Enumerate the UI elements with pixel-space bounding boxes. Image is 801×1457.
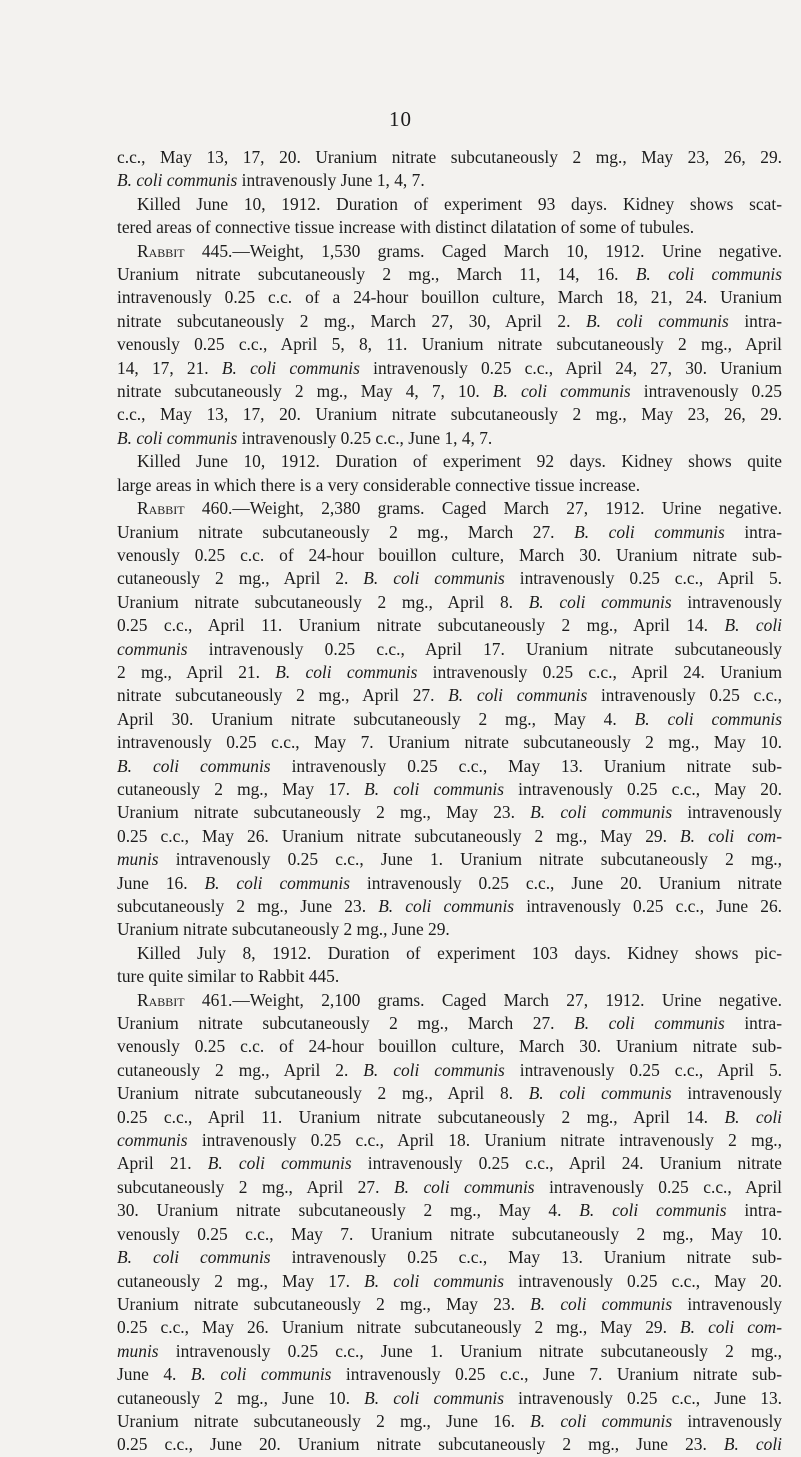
- italic-term: B. coli com-: [680, 825, 782, 846]
- text-line: [117, 146, 782, 169]
- italic-term: B. coli communis: [448, 685, 588, 706]
- page-number: 10: [389, 107, 412, 131]
- italic-term: B. coli communis: [117, 170, 238, 191]
- text-segment: 2 mg., April 21.: [117, 661, 276, 682]
- text-segment: cutaneously 2 mg., May 17.: [117, 778, 365, 799]
- text-segment: intravenously 0.25 c.c., May 13. Uranium nitrate sub-: [270, 1247, 782, 1268]
- text-segment: intravenously 0.25 c.c., June 1. Uranium nitrate subcutaneously 2 mg.,: [158, 1340, 782, 1361]
- text-segment: April 21.: [117, 1153, 208, 1174]
- text-line: [117, 778, 782, 801]
- italic-term: B. coli communis: [363, 1059, 505, 1080]
- text-line: [117, 895, 782, 918]
- italic-term: B. coli communis: [586, 310, 729, 331]
- text-segment: intravenously 0.25 c.c., April 5.: [504, 568, 782, 589]
- text-segment: nitrate subcutaneously 2 mg., April 27.: [117, 685, 449, 706]
- text-segment: Uranium nitrate subcutaneously 2 mg., May 23.: [117, 1293, 531, 1314]
- text-segment: Killed June 10, 1912. Duration of experiment 93 days. Kidney shows scat-: [137, 193, 782, 214]
- text-line: [117, 497, 782, 520]
- italic-term: B. coli communis: [117, 1247, 271, 1268]
- text-segment: 460.—Weight, 2,380 grams. Caged March 27, 1912. Urine negative.: [184, 498, 782, 519]
- text-line: [117, 216, 782, 239]
- text-segment: intravenously 0.25 c.c., April 24. Uranium: [417, 661, 782, 682]
- text-line: [117, 1059, 782, 1082]
- text-segment: Uranium nitrate subcutaneously 2 mg., April 8.: [117, 1083, 529, 1104]
- text-segment: intravenously: [671, 591, 782, 612]
- italic-term: B. coli communis: [492, 381, 631, 402]
- text-segment: intravenously 0.25 c.c., April 17. Uranium nitrate subcutaneously: [187, 638, 782, 659]
- text-segment: intra-: [728, 310, 782, 331]
- italic-term: B. coli communis: [364, 1387, 505, 1408]
- italic-term: B. coli communis: [528, 1083, 672, 1104]
- text-segment: Uranium nitrate subcutaneously 2 mg., May 23.: [117, 802, 531, 823]
- text-segment: subcutaneously 2 mg., April 27.: [117, 1176, 394, 1197]
- text-segment: intravenously: [671, 1083, 782, 1104]
- text-line: [117, 1363, 782, 1386]
- text-line: [117, 1293, 782, 1316]
- text-segment: Uranium nitrate subcutaneously 2 mg., March 27.: [117, 1013, 575, 1034]
- text-line: [117, 193, 782, 216]
- italic-term: B. coli communis: [275, 661, 418, 682]
- italic-term: B. coli communis: [530, 1410, 673, 1431]
- text-segment: cutaneously 2 mg., April 2.: [117, 568, 364, 589]
- text-segment: intravenously 0.25 c.c., June 20. Uranium nitrate: [349, 872, 783, 893]
- text-line: [117, 1223, 782, 1246]
- text-segment: intravenously 0.25 c.c. of a 24-hour bouillon culture, March 18, 21, 24. Uranium: [117, 287, 782, 308]
- text-segment: Killed July 8, 1912. Duration of experiment 103 days. Kidney shows pic-: [137, 942, 782, 963]
- text-line: [117, 427, 782, 450]
- text-segment: cutaneously 2 mg., April 2.: [117, 1059, 364, 1080]
- text-segment: cutaneously 2 mg., May 17.: [117, 1270, 365, 1291]
- italic-term: B. coli communis: [364, 778, 505, 799]
- italic-term: communis: [117, 1130, 188, 1151]
- text-line: [117, 263, 782, 286]
- text-line: [117, 1316, 782, 1339]
- text-line: [117, 872, 782, 895]
- text-segment: intravenously 0.25 c.c., April 5.: [504, 1059, 782, 1080]
- text-segment: June 16.: [117, 872, 205, 893]
- text-segment: venously 0.25 c.c., May 7. Uranium nitrate subcutaneously 2 mg., May 10.: [117, 1223, 782, 1244]
- text-segment: intravenously: [672, 802, 782, 823]
- text-line: [117, 357, 782, 380]
- text-segment: intravenously 0.25 c.c., May 20.: [504, 778, 783, 799]
- rabbit-label: Rabbit: [137, 240, 185, 261]
- text-segment: nitrate subcutaneously 2 mg., May 4, 7, 10.: [117, 381, 493, 402]
- text-line: [117, 638, 782, 661]
- text-line: [117, 1433, 782, 1456]
- text-segment: 0.25 c.c., June 20. Uranium nitrate subcutaneously 2 mg., June 23.: [117, 1434, 724, 1455]
- italic-term: communis: [117, 638, 188, 659]
- italic-term: B. coli communis: [117, 427, 238, 448]
- text-segment: subcutaneously 2 mg., June 23.: [117, 896, 379, 916]
- italic-term: B. coli communis: [378, 896, 515, 916]
- text-line: [117, 240, 782, 263]
- text-line: [117, 1387, 782, 1410]
- text-segment: 0.25 c.c., May 26. Uranium nitrate subcutaneously 2 mg., May 29.: [117, 1317, 681, 1338]
- text-line: [117, 1176, 782, 1199]
- text-segment: intravenously 0.25 c.c., April: [534, 1176, 783, 1197]
- text-line: [117, 1410, 782, 1433]
- text-line: [117, 825, 782, 848]
- text-line: [117, 1199, 782, 1222]
- italic-term: B. coli communis: [364, 1270, 505, 1291]
- italic-term: B. coli communis: [634, 708, 782, 729]
- text-segment: intravenously 0.25 c.c.,: [587, 685, 783, 706]
- text-segment: 0.25 c.c., April 11. Uranium nitrate subcutaneously 2 mg., April 14.: [117, 1106, 725, 1127]
- italic-term: B. coli communis: [530, 802, 673, 823]
- text-segment: intravenously 0.25 c.c., April 24. Uranium nitrate: [351, 1153, 782, 1174]
- text-segment: nitrate subcutaneously 2 mg., March 27, 30, April 2.: [117, 310, 587, 331]
- text-line: [117, 848, 782, 871]
- italic-term: munis: [117, 1340, 159, 1361]
- italic-term: B. coli: [724, 615, 783, 636]
- text-line: [117, 1246, 782, 1269]
- text-line: [117, 1340, 782, 1363]
- text-line: [117, 801, 782, 824]
- italic-term: B. coli communis: [635, 264, 782, 285]
- text-line: [117, 942, 782, 965]
- text-segment: venously 0.25 c.c., April 5, 8, 11. Uranium nitrate subcutaneously 2 mg., April: [117, 334, 782, 355]
- text-segment: intra-: [724, 1013, 782, 1034]
- text-segment: cutaneously 2 mg., June 10.: [117, 1387, 365, 1408]
- text-line: [117, 474, 782, 497]
- text-segment: Uranium nitrate subcutaneously 2 mg., April 8.: [117, 591, 529, 612]
- text-segment: large areas in which there is a very considerable connective tissue increase.: [117, 474, 641, 495]
- italic-term: munis: [117, 849, 159, 870]
- italic-term: B. coli com-: [680, 1317, 782, 1338]
- text-line: [117, 1012, 782, 1035]
- text-line: [117, 403, 782, 426]
- text-segment: intravenously 0.25 c.c., June 1, 4, 7.: [237, 427, 493, 448]
- text-segment: Uranium nitrate subcutaneously 2 mg., March 27.: [117, 521, 575, 542]
- text-segment: 0.25 c.c., May 26. Uranium nitrate subcutaneously 2 mg., May 29.: [117, 825, 681, 846]
- text-line: [117, 731, 782, 754]
- text-line: [117, 544, 782, 567]
- text-line: [117, 1152, 782, 1175]
- text-segment: intravenously 0.25 c.c., June 7. Uranium nitrate sub-: [331, 1364, 782, 1385]
- italic-term: B. coli communis: [574, 1013, 725, 1034]
- italic-term: B. coli communis: [204, 872, 350, 893]
- italic-term: B. coli communis: [190, 1364, 332, 1385]
- text-segment: intravenously 0.25 c.c., April 24, 27, 30. Uranium: [359, 357, 782, 378]
- text-line: [117, 1270, 782, 1293]
- text-segment: Killed June 10, 1912. Duration of experiment 92 days. Kidney shows quite: [137, 451, 782, 472]
- text-segment: intravenously 0.25 c.c., May 7. Uranium nitrate subcutaneously 2 mg., May 10.: [117, 732, 782, 753]
- italic-term: B. coli communis: [393, 1176, 535, 1197]
- text-line: [117, 450, 782, 473]
- text-line: [117, 169, 782, 192]
- rabbit-label: Rabbit: [137, 989, 185, 1010]
- text-line: [117, 1129, 782, 1152]
- italic-term: B. coli communis: [579, 1200, 727, 1221]
- text-segment: intravenously 0.25: [630, 381, 782, 402]
- text-segment: Uranium nitrate subcutaneously 2 mg., March 11, 14, 16.: [117, 264, 636, 285]
- text-segment: intravenously 0.25 c.c., May 20.: [504, 1270, 783, 1291]
- text-segment: 30. Uranium nitrate subcutaneously 2 mg., May 4.: [117, 1200, 580, 1221]
- text-line: [117, 1082, 782, 1105]
- body-text: [117, 146, 782, 1457]
- text-segment: intravenously 0.25 c.c., May 13. Uranium nitrate sub-: [270, 755, 782, 776]
- italic-term: B. coli communis: [117, 755, 271, 776]
- italic-term: B. coli: [724, 1106, 783, 1127]
- text-segment: tered areas of connective tissue increase with distinct dilatation of some of tubules.: [117, 217, 695, 238]
- text-segment: intravenously: [672, 1293, 782, 1314]
- text-segment: intravenously 0.25 c.c., June 26.: [514, 896, 782, 916]
- text-segment: intravenously June 1, 4, 7.: [237, 170, 425, 191]
- text-line: [117, 918, 782, 941]
- text-segment: intra-: [724, 521, 782, 542]
- italic-term: B. coli communis: [530, 1293, 673, 1314]
- text-line: [117, 521, 782, 544]
- text-segment: venously 0.25 c.c. of 24-hour bouillon culture, March 30. Uranium nitrate sub-: [117, 544, 782, 565]
- text-segment: 14, 17, 21.: [117, 357, 222, 378]
- text-line: [117, 965, 782, 988]
- text-segment: intravenously 0.25 c.c., April 18. Uranium nitrate intravenously 2 mg.,: [187, 1130, 782, 1151]
- text-segment: venously 0.25 c.c. of 24-hour bouillon culture, March 30. Uranium nitrate sub-: [117, 1036, 782, 1057]
- text-segment: c.c., May 13, 17, 20. Uranium nitrate subcutaneously 2 mg., May 23, 26, 29.: [117, 147, 782, 167]
- text-segment: intravenously: [672, 1410, 782, 1431]
- text-segment: c.c., May 13, 17, 20. Uranium nitrate subcutaneously 2 mg., May 23, 26, 29.: [117, 404, 782, 425]
- text-segment: intravenously 0.25 c.c., June 1. Uranium nitrate subcutaneously 2 mg.,: [158, 849, 782, 870]
- italic-term: B. coli communis: [528, 591, 672, 612]
- text-line: [117, 684, 782, 707]
- text-line: [117, 591, 782, 614]
- rabbit-label: Rabbit: [137, 498, 185, 519]
- text-line: [117, 661, 782, 684]
- text-line: [117, 567, 782, 590]
- text-segment: Uranium nitrate subcutaneously 2 mg., June 16.: [117, 1410, 531, 1431]
- text-line: [117, 755, 782, 778]
- text-line: [117, 333, 782, 356]
- text-line: [117, 310, 782, 333]
- text-segment: intravenously 0.25 c.c., June 13.: [504, 1387, 783, 1408]
- text-segment: 0.25 c.c., April 11. Uranium nitrate subcutaneously 2 mg., April 14.: [117, 615, 725, 636]
- text-line: [117, 380, 782, 403]
- italic-term: B. coli communis: [363, 568, 505, 589]
- italic-term: B. coli communis: [207, 1153, 352, 1174]
- italic-term: B. coli communis: [574, 521, 725, 542]
- italic-term: B. coli communis: [221, 357, 360, 378]
- text-segment: June 4.: [117, 1364, 191, 1385]
- text-segment: 461.—Weight, 2,100 grams. Caged March 27, 1912. Urine negative.: [184, 989, 782, 1010]
- text-segment: 445.—Weight, 1,530 grams. Caged March 10, 1912. Urine negative.: [184, 240, 782, 261]
- text-segment: Uranium nitrate subcutaneously 2 mg., June 29.: [117, 919, 450, 940]
- text-segment: ture quite similar to Rabbit 445.: [117, 966, 340, 987]
- text-line: [117, 708, 782, 731]
- italic-term: B. coli: [723, 1434, 782, 1455]
- text-line: [117, 1035, 782, 1058]
- text-line: [117, 1106, 782, 1129]
- text-line: [117, 614, 782, 637]
- text-line: [117, 286, 782, 309]
- text-segment: April 30. Uranium nitrate subcutaneously 2 mg., May 4.: [117, 708, 635, 729]
- text-segment: intra-: [726, 1200, 782, 1221]
- text-line: [117, 989, 782, 1012]
